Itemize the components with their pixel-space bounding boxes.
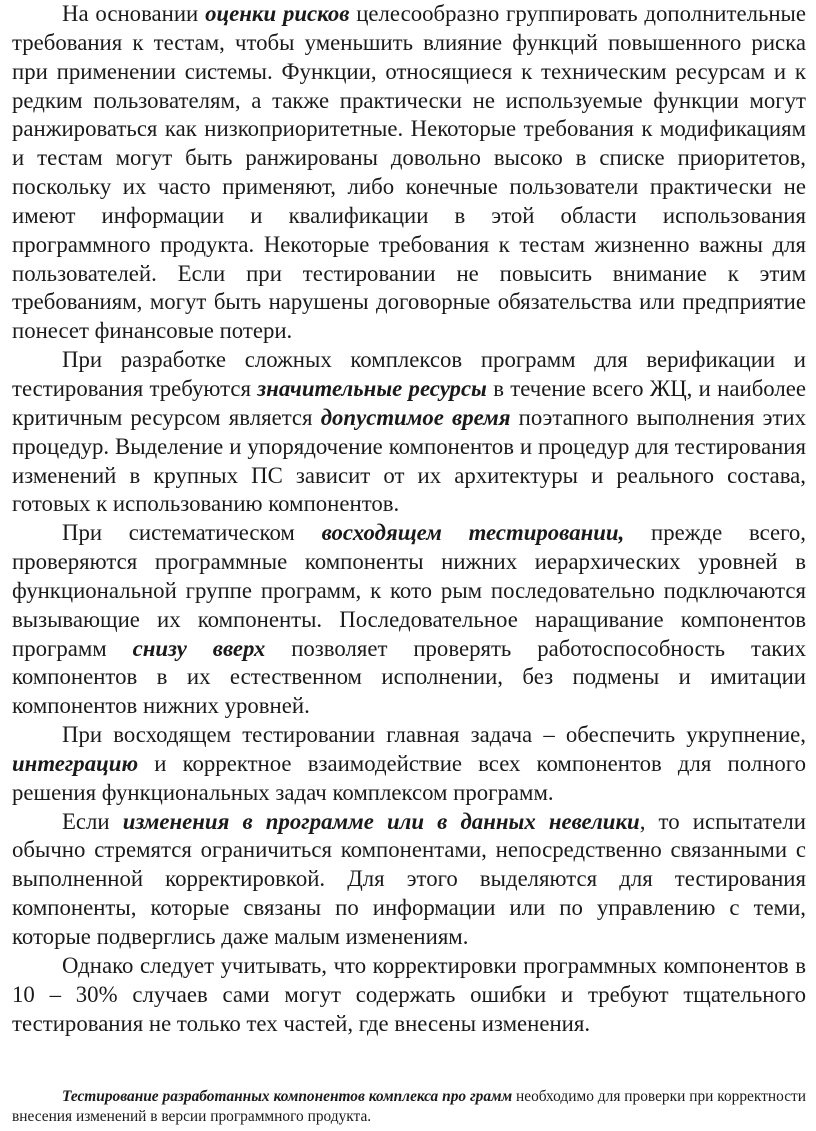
text-segment: Если [62,808,123,834]
paragraph-risk-assessment [12,0,806,346]
text-segment: , то испытатели обычно стремятся ограничиться компонентами, непосредственно связанными с выполненной корректировкой. Для этого выделяются для тестирования компоненты, которые связаны по информации или по управлению с теми, которые подверглись даже малым изменениям. [12,808,807,949]
text-segment: целесообразно группировать дополнительные требования к тестам, чтобы уменьшить влияние функций повышенного риска при применении системы. Функции, относящиеся к техническим ресурсам и к редким пользователям, а также практически не используемые функции могут ранжироваться как низкоприоритетные. Некоторые требования к модификациям и тестам могут быть ранжированы довольно высоко в списке приоритетов, поскольку их часто применяют, либо конечные пользователи практически не имеют информации и квалификации в этой области использования программного продукта. Некоторые требования к тестам жизненно важны для пользователей. Если при тестировании не повысить внимание к этим требованиям, могут быть нарушены договорные обязательства или предприятие понесет финансовые потери. [12,1,806,344]
text-segment: На основании [62,1,206,26]
text-segment: При восходящем тестировании главная задача – обеспечить укрупнение, [62,722,806,748]
text-segment: и корректное взаимодействие всех компонентов для полного решения функциональных задач комплексом программ. [12,750,806,805]
footnote [12,1087,806,1127]
emphasis-allowed-time: допустимое время [320,404,511,430]
text-segment: в течение всего ЖЦ, и наиболее критичным ресурсом является [12,375,807,430]
paragraph-bottom-up-testing [12,519,806,721]
emphasis-testing-components: Тестирование разработанных компонентов комплекса про грамм [62,1088,513,1105]
emphasis-integration: интеграцию [12,750,139,776]
text-segment: необходимо для проверки при корректности внесения изменений в версии программного продукта. [12,1088,806,1125]
paragraph-small-changes [12,808,806,952]
emphasis-bottom-up-testing: восходящем тестировании, [321,520,625,546]
paragraph-resources [12,346,806,519]
text-segment: При систематическом [62,520,322,546]
text-segment: Однако следует учитывать, что корректировки программных компонентов в 10 – 30% случаев сами могут содержать ошибки и требуют тщательного тестирования не только тех частей, где внесены изменения. [12,952,806,1036]
emphasis-small-changes: изменения в программе или в данных невелики [122,808,640,834]
text-segment: поэтапного выполнения этих процедур. Выделение и упорядочение компонентов и процедур для тестирования изменений в крупных ПС зависит от их архитектуры и реального состава, готовых к использованию компонентов. [12,404,806,517]
emphasis-risk-assessment: оценки рисков [205,1,350,26]
emphasis-significant-resources: значительные ресурсы [257,375,487,401]
text-segment: прежде всего, проверяются программные компоненты нижних иерархических уровней в функциональной группе программ, к кото рым последовательно подключаются вызывающие их компоненты. Последовательное наращивание компонентов программ [12,520,807,661]
text-segment: позволяет проверять работоспособность таких компонентов в их естественном исполнении, без подмены и имитации компонентов нижних уровней. [12,635,806,719]
paragraph-corrections [12,952,806,1039]
document-body [12,0,806,1038]
emphasis-bottom-up: снизу вверх [132,635,266,661]
text-segment: При разработке сложных комплексов программ для верификации и тестирования требуются [12,347,806,401]
paragraph-integration [12,721,806,808]
